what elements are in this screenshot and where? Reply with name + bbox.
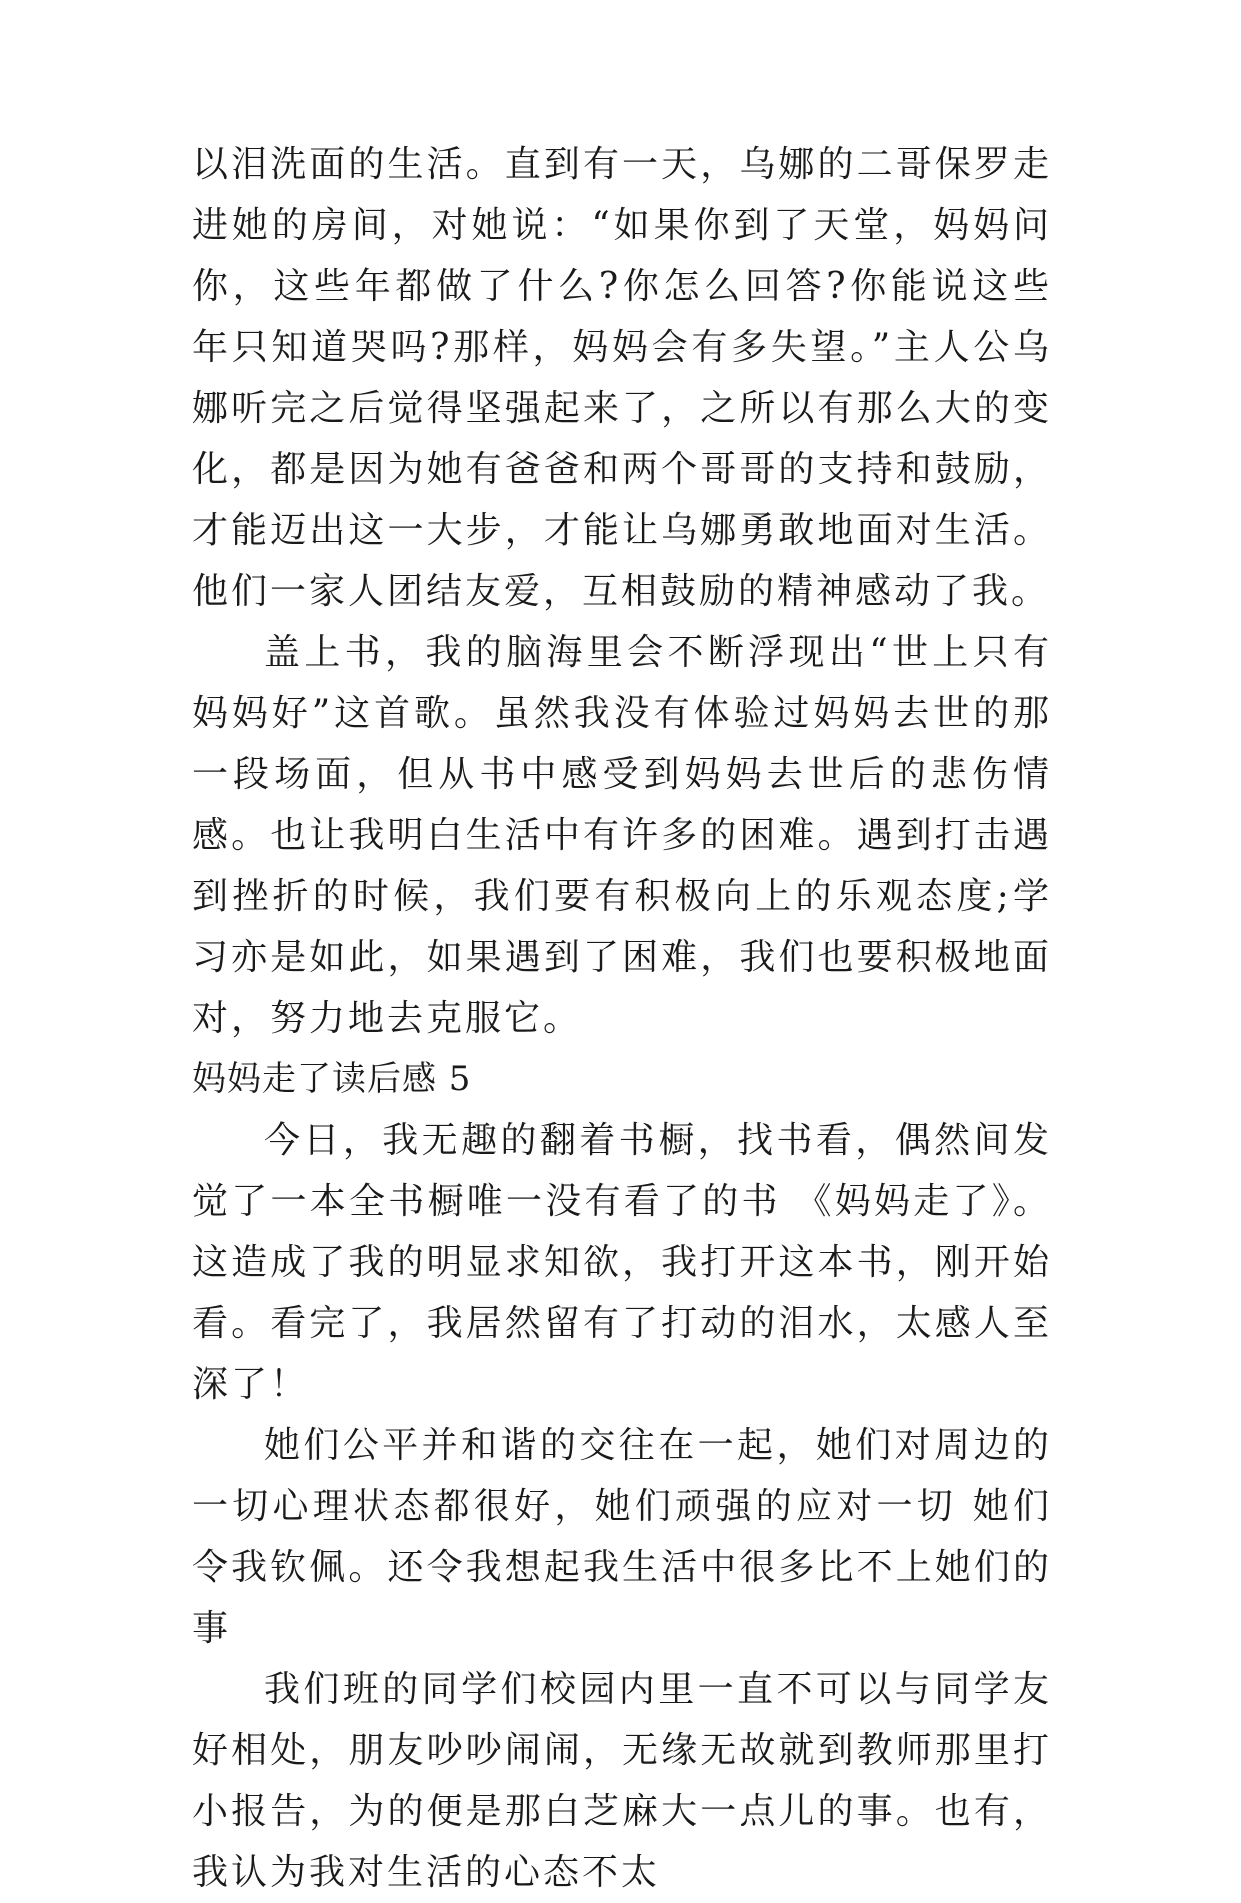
paragraph: 今日，我无趣的翻着书橱，找书看，偶然间发觉了一本全书橱唯一没有看了的书 《妈妈走了》。这造成了我的明显求知欲，我打开这本书，刚开始看。看完了，我居然留有了打动的泪水，太感人至深了！ [192,1120,1052,1405]
paragraph: 盖上书，我的脑海里会不断浮现出“世上只有妈妈好”这首歌。虽然我没有体验过妈妈去世的那一段场面，但从书中感受到妈妈去世后的悲伤情感。也让我明白生活中有许多的困难。遇到打击遇到挫折的时候，我们要有积极向上的乐观态度;学习亦是如此，如果遇到了困难，我们也要积极地面对，努力地去克服它。 [192,632,1052,1039]
paragraph: 她们公平并和谐的交往在一起，她们对周边的一切心理状态都很好，她们顽强的应对一切 她们令我钦佩。还令我想起我生活中很多比不上她们的事 [192,1425,1052,1649]
section-heading: 妈妈走了读后感 5 [192,1059,472,1099]
paragraph: 我们班的同学们校园内里一直不可以与同学友好相处，朋友吵吵闹闹，无缘无故就到教师那里打小报告，为的便是那白芝麻大一点儿的事。也有，我认为我对生活的心态不太 [192,1669,1052,1893]
document-body [192,134,1052,1903]
paragraph: 以泪洗面的生活。直到有一天，乌娜的二哥保罗走进她的房间，对她说：“如果你到了天堂，妈妈问你，这些年都做了什么?你怎么回答?你能说这些年只知道哭吗?那样，妈妈会有多失望。”主人公乌娜听完之后觉得坚强起来了，之所以有那么大的变化，都是因为她有爸爸和两个哥哥的支持和鼓励，才能迈出这一大步，才能让乌娜勇敢地面对生活。他们一家人团结友爱，互相鼓励的精神感动了我。 [192,144,1052,612]
